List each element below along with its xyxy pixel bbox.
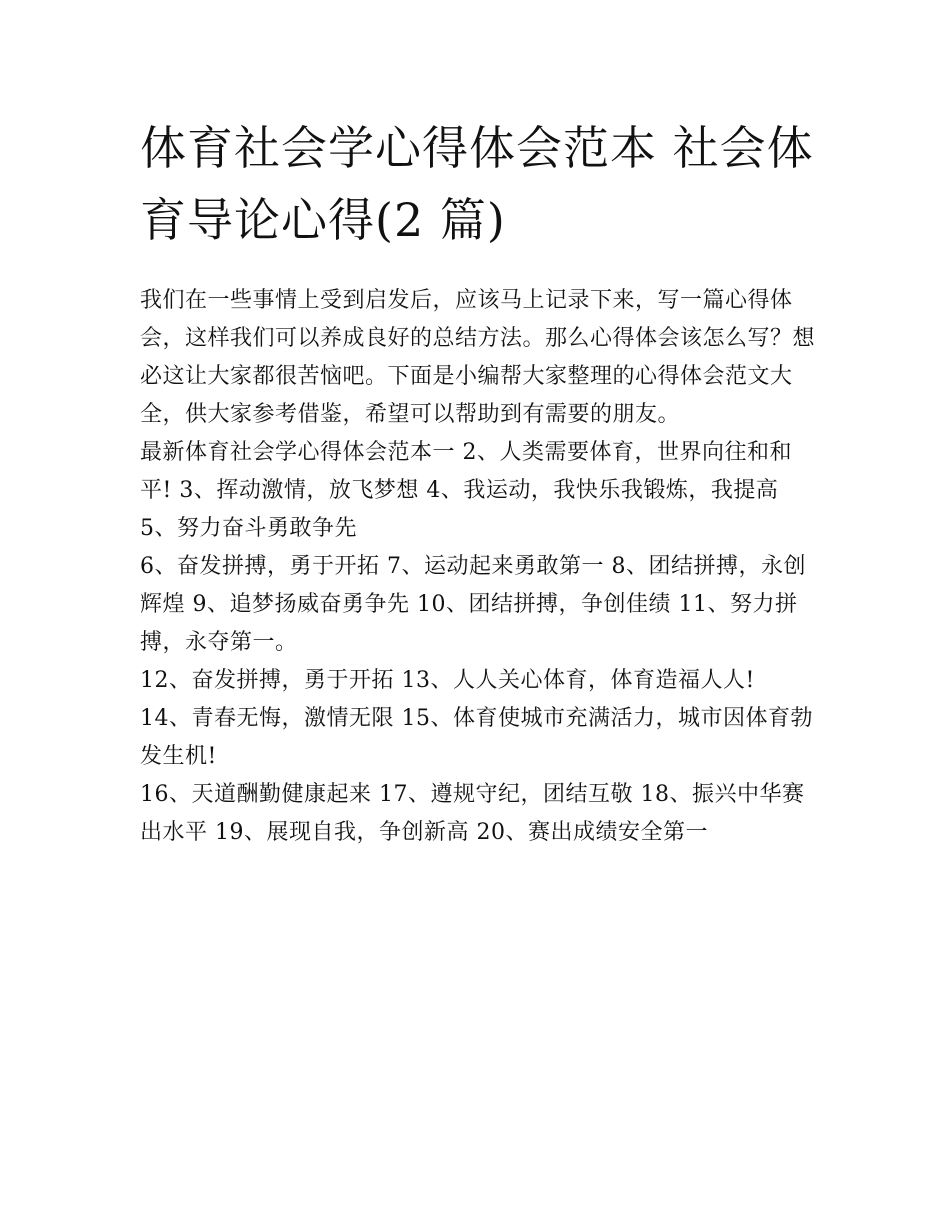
document-body [140,282,820,852]
slogan-paragraph-2: 6、奋发拼搏，勇于开拓 7、运动起来勇敢第一 8、团结拼搏，永创辉煌 9、追梦扬威奋勇争先 10、团结拼搏，争创佳绩 11、努力拼搏，永夺第一。 [140,554,806,655]
document-title: 体育社会学心得体会范本 社会体育导论心得(2 篇) [140,121,814,247]
slogan-paragraph-3: 12、奋发拼搏，勇于开拓 13、人人关心体育，体育造福人人! [140,668,755,693]
slogan-paragraph-1: 最新体育社会学心得体会范本一 2、人类需要体育，世界向往和和平! 3、挥动激情，放飞梦想 4、我运动，我快乐我锻炼，我提高 5、努力奋斗勇敢争先 [140,440,792,541]
slogan-paragraph-4: 14、青春无悔，激情无限 15、体育使城市充满活力，城市因体育勃发生机! [140,706,813,769]
intro-paragraph: 我们在一些事情上受到启发后，应该马上记录下来，写一篇心得体会，这样我们可以养成良好的总结方法。那么心得体会该怎么写？想必这让大家都很苦恼吧。下面是小编帮大家整理的心得体会范文大全，供大家参考借鉴，希望可以帮助到有需要的朋友。 [140,288,816,427]
slogan-paragraph-5: 16、天道酬勤健康起来 17、遵规守纪，团结互敬 18、振兴中华赛出水平 19、展现自我，争创新高 20、赛出成绩安全第一 [140,782,805,845]
